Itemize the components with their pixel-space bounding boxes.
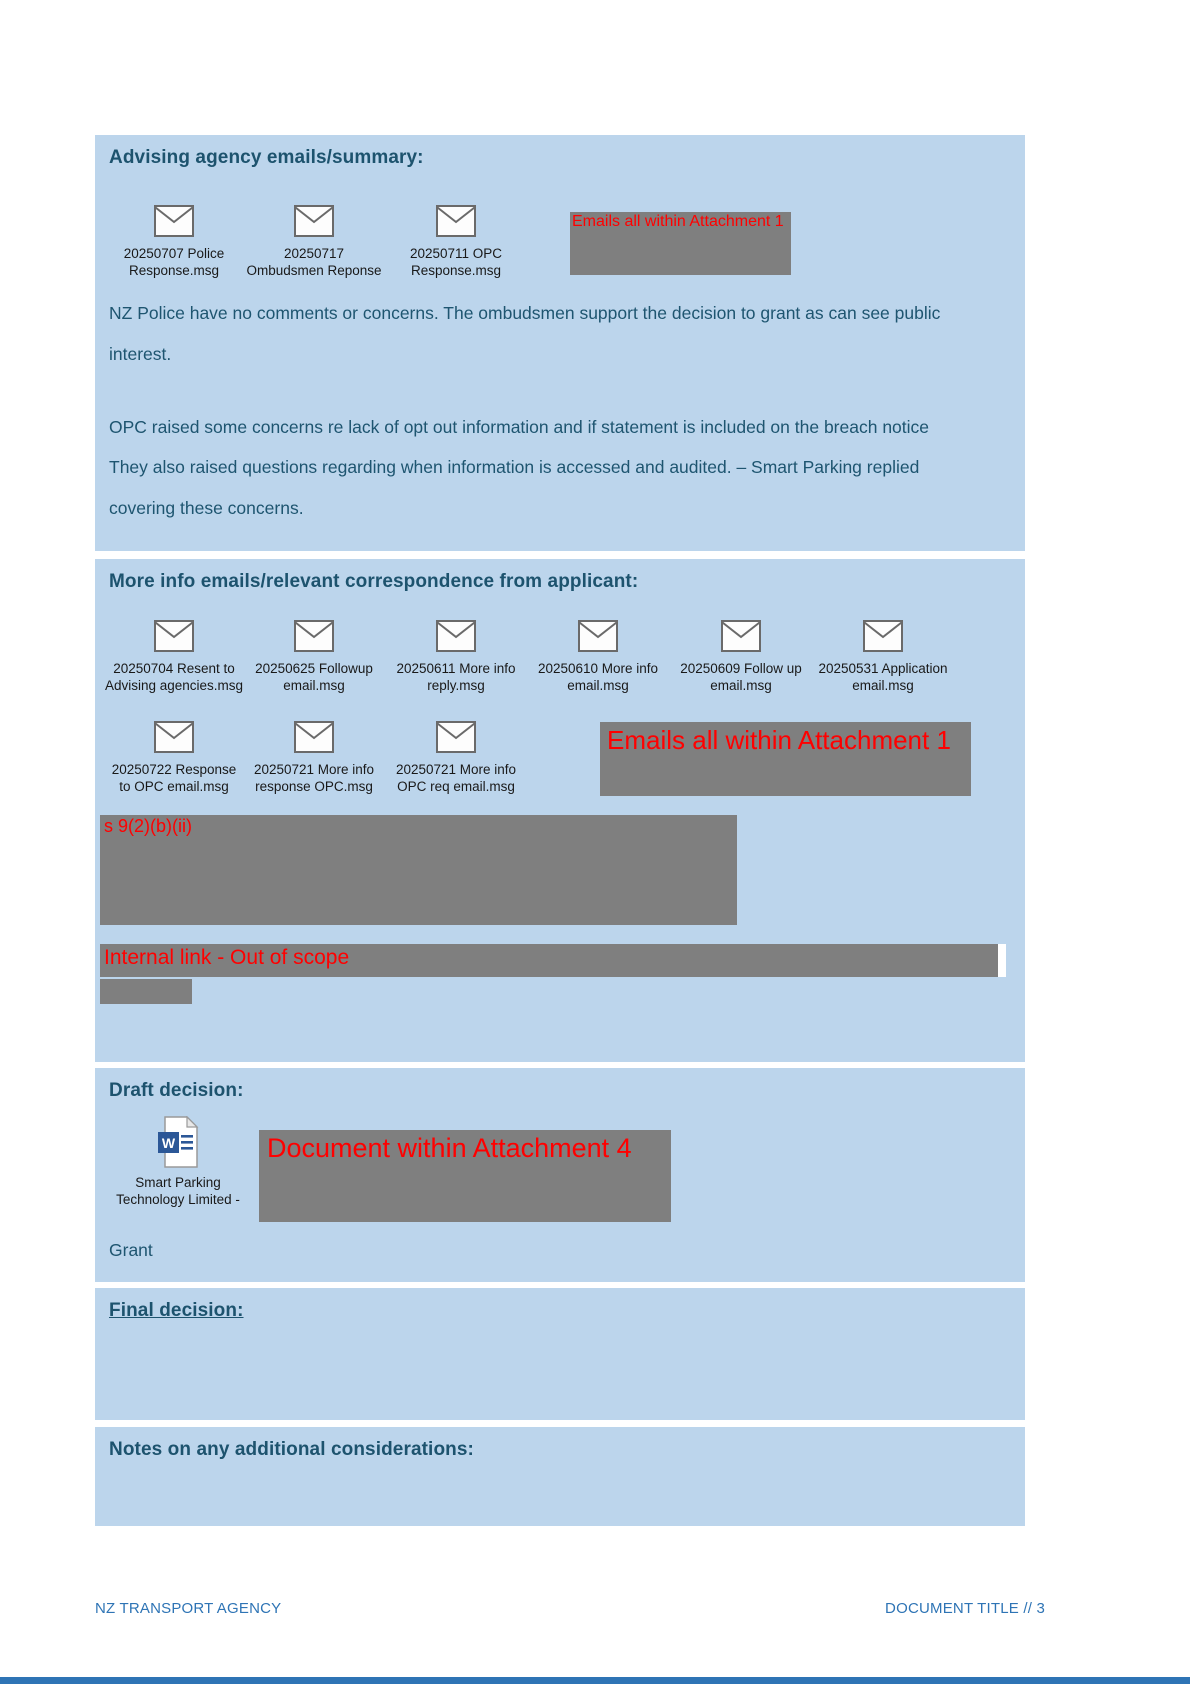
attachment-filename: 20250611 More info reply.msg — [396, 661, 516, 693]
email-attachment-resent-advising[interactable] — [103, 620, 245, 694]
attachment-filename: 20250707 Police Response.msg — [123, 246, 225, 278]
attachment-filename: 20250722 Response to OPC email.msg — [111, 762, 237, 794]
attachment-filename: 20250721 More info OPC req email.msg — [395, 762, 517, 794]
attachment-filename: 20250711 OPC Response.msg — [409, 246, 503, 278]
final-decision-heading: Final decision: — [109, 1300, 244, 1321]
notes-heading: Notes on any additional considerations: — [109, 1439, 474, 1460]
email-attachment-more-info-reply[interactable] — [385, 620, 527, 694]
email-attachment-ombudsmen-response[interactable] — [243, 205, 385, 279]
summary-paragraph: NZ Police have no comments or concerns. The ombudsmen support the decision to grant as can see public interest. — [109, 303, 941, 364]
email-icon — [154, 721, 194, 753]
email-attachment-opc-req[interactable] — [385, 721, 527, 795]
email-icon — [154, 620, 194, 652]
out-of-scope-note: Internal link - Out of scope — [104, 946, 350, 969]
summary-paragraph: OPC raised some concerns re lack of opt out information and if statement is included on the breach notice — [109, 417, 930, 437]
redaction-box-small — [100, 979, 192, 1004]
section-more-info-emails — [95, 559, 1025, 1062]
attachment-filename: 20250721 More info response OPC.msg — [253, 762, 375, 794]
page-footer — [95, 1600, 1045, 1617]
word-document-attachment[interactable] — [103, 1116, 253, 1208]
section-draft-decision — [95, 1068, 1025, 1282]
attachment-filename: 20250625 Followup email.msg — [255, 661, 373, 693]
email-attachment-more-info-0610[interactable] — [527, 620, 669, 694]
email-icon — [294, 205, 334, 237]
email-icon — [294, 721, 334, 753]
attachment-filename: 20250610 More info email.msg — [537, 661, 659, 693]
email-attachment-follow-up-0609[interactable] — [670, 620, 812, 694]
draft-decision-value: Grant — [109, 1240, 153, 1260]
redaction-code: s 9(2)(b)(ii) — [104, 816, 192, 836]
footer-rule — [0, 1677, 1190, 1684]
email-icon — [863, 620, 903, 652]
attachment-filename: 20250704 Resent to Advising agencies.msg — [104, 661, 244, 693]
email-attachment-opc-response[interactable] — [385, 205, 527, 279]
redaction-note: Emails all within Attachment 1 — [572, 213, 784, 230]
section-final-decision — [95, 1288, 1025, 1420]
email-attachment-application[interactable] — [812, 620, 954, 694]
attachment-filename: Smart Parking Technology Limited - — [116, 1175, 240, 1207]
more-info-heading: More info emails/relevant correspondence from applicant: — [109, 571, 639, 592]
redaction-box-emails-attachment1 — [570, 212, 791, 275]
email-icon — [294, 620, 334, 652]
email-icon — [721, 620, 761, 652]
email-attachment-followup[interactable] — [243, 620, 385, 694]
word-document-icon — [157, 1116, 199, 1168]
redaction-box-s9-2-b-ii — [100, 815, 737, 925]
section-additional-notes — [95, 1427, 1025, 1526]
email-attachment-police-response[interactable] — [103, 205, 245, 279]
attachment-filename: 20250609 Follow up email.msg — [680, 661, 802, 693]
section-advising-agency — [95, 135, 1025, 551]
email-attachment-response-to-opc[interactable] — [103, 721, 245, 795]
email-icon — [578, 620, 618, 652]
email-icon — [436, 721, 476, 753]
redaction-note: Emails all within Attachment 1 — [607, 725, 951, 755]
email-icon — [436, 620, 476, 652]
redaction-box-emails-attachment1-large — [600, 722, 971, 796]
attachment-filename: 20250531 Application email.msg — [818, 661, 948, 693]
email-attachment-more-info-response-opc[interactable] — [243, 721, 385, 795]
draft-decision-heading: Draft decision: — [109, 1080, 244, 1101]
email-icon — [154, 205, 194, 237]
summary-paragraph: They also raised questions regarding when information is accessed and audited. – Smart Parking replied covering these concerns. — [109, 457, 920, 518]
redaction-box-document-attachment4 — [259, 1130, 671, 1222]
footer-agency-name: NZ TRANSPORT AGENCY — [95, 1600, 282, 1617]
redaction-bar-internal-link — [100, 944, 1006, 977]
redaction-note: Document within Attachment 4 — [267, 1133, 632, 1163]
advising-heading: Advising agency emails/summary: — [109, 147, 424, 168]
email-icon — [436, 205, 476, 237]
footer-document-title-page: DOCUMENT TITLE // 3 — [885, 1600, 1045, 1617]
attachment-filename: 20250717 Ombudsmen Reponse — [246, 246, 382, 278]
svg-text:W: W — [161, 1135, 176, 1151]
